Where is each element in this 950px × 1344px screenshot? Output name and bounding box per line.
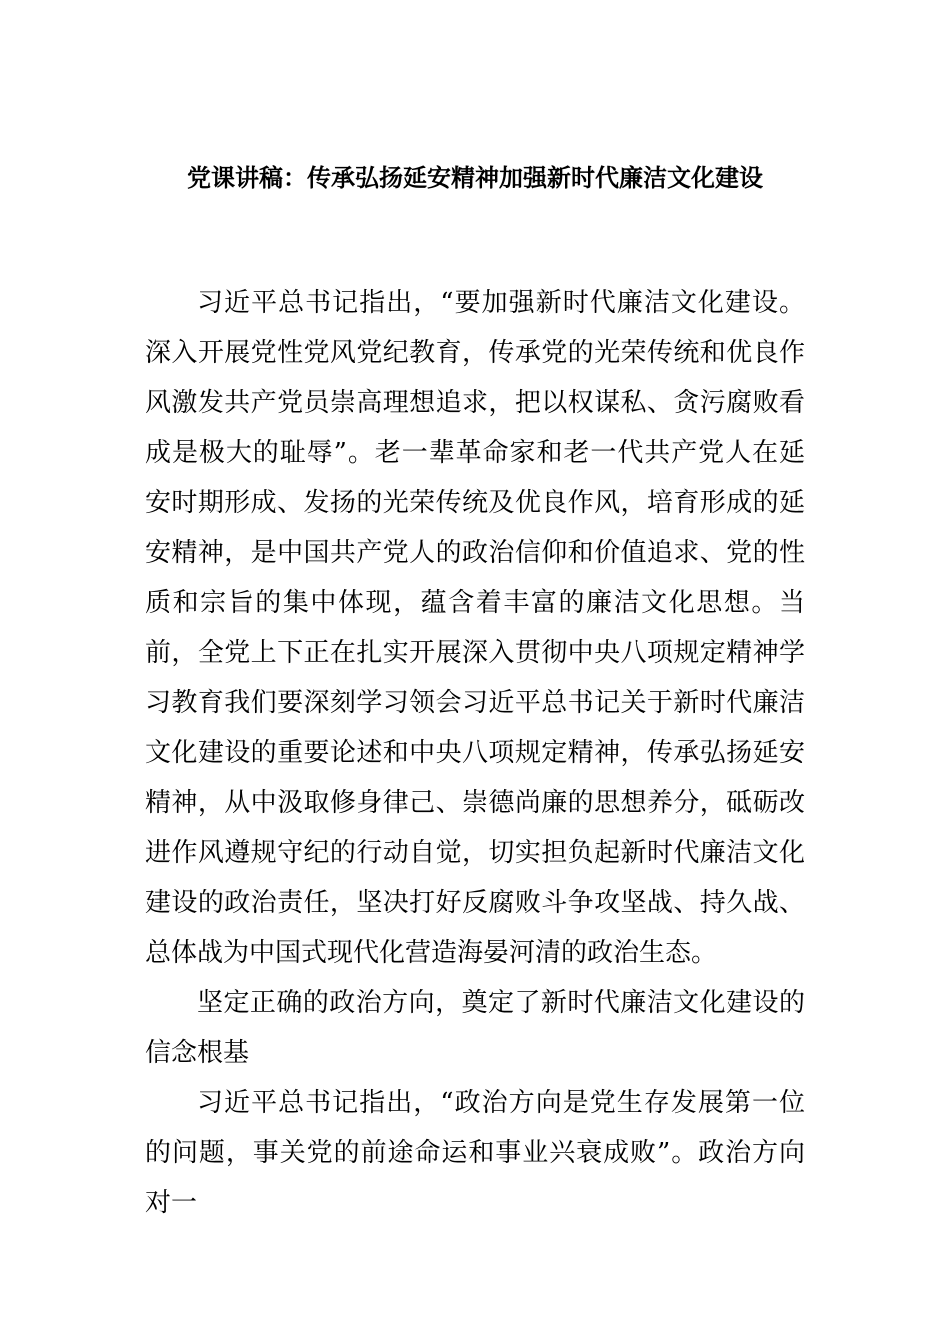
paragraph-political-direction: 习近平总书记指出，“政治方向是党生存发展第一位的问题，事关党的前途命运和事业兴衰成败”。政治方向对一: [145, 1088, 805, 1218]
paragraph-intro: 习近平总书记指出，“要加强新时代廉洁文化建设。深入开展党性党风党纪教育，传承党的光荣传统和优良作风激发共产党员崇高理想追求，把以权谋私、贪污腐败看成是极大的耻辱”。老一辈革命家和老一代共产党人在延安时期形成、发扬的光荣传统及优良作风，培育形成的延安精神，是中国共产党人的政治信仰和价值追求、党的性质和宗旨的集中体现，蕴含着丰富的廉洁文化思想。当前，全党上下正在扎实开展深入贯彻中央八项规定精神学习教育我们要深刻学习领会习近平总书记关于新时代廉洁文化建设的重要论述和中央八项规定精神，传承弘扬延安精神，从中汲取修身律己、崇德尚廉的思想养分，砥砺改进作风遵规守纪的行动自觉，切实担负起新时代廉洁文化建设的政治责任，坚决打好反腐败斗争攻坚战、持久战、总体战为中国式现代化营造海晏河清的政治生态。: [145, 288, 805, 968]
section-heading: 坚定正确的政治方向，奠定了新时代廉洁文化建设的信念根基: [145, 988, 805, 1068]
document-title: 党课讲稿：传承弘扬延安精神加强新时代廉洁文化建设: [187, 164, 763, 192]
document-body: [145, 278, 805, 1228]
